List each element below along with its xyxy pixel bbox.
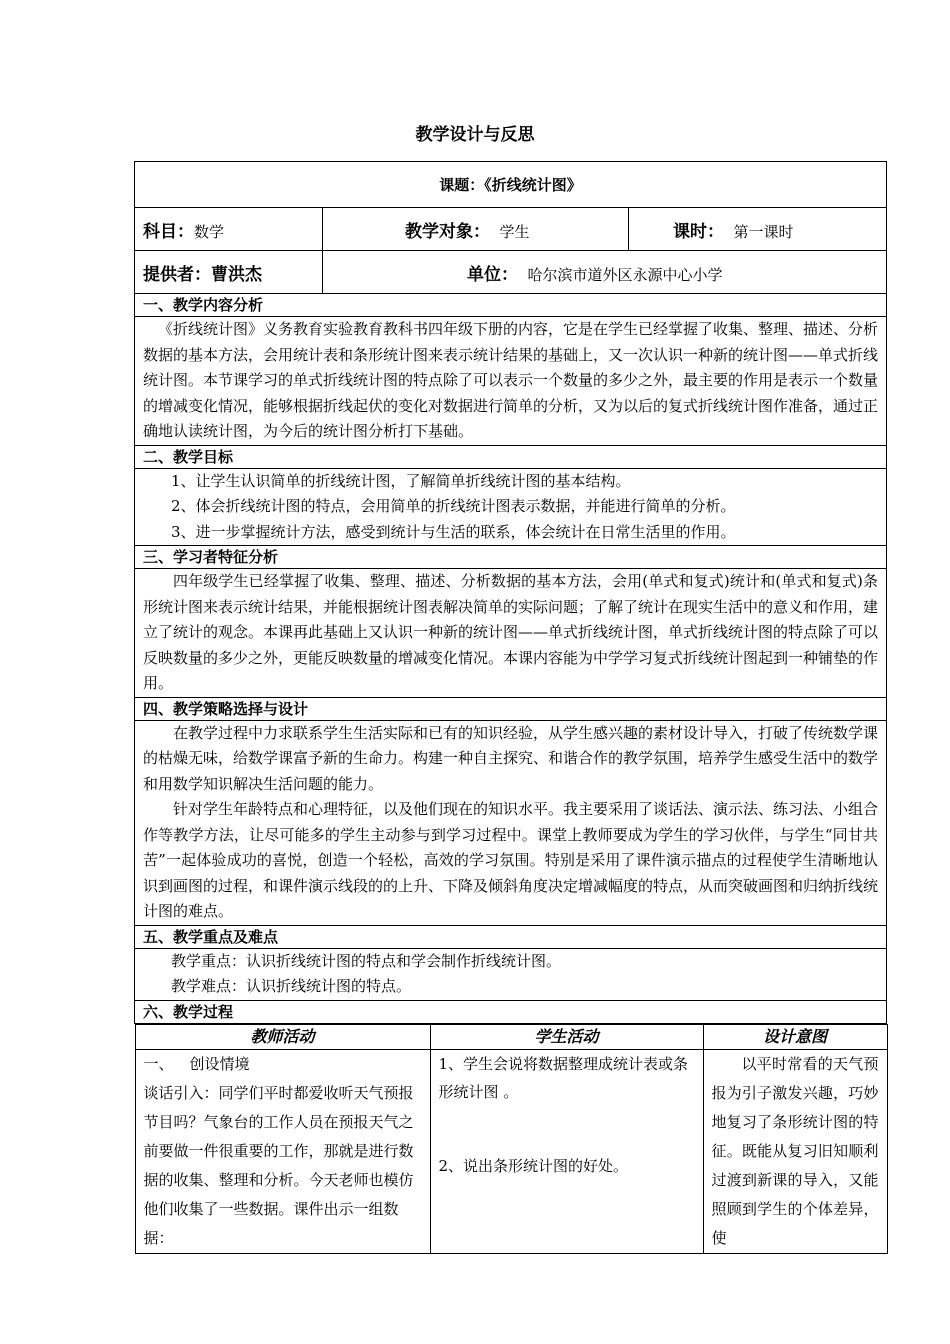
section-5-body bbox=[135, 948, 887, 1000]
section-3-header bbox=[135, 546, 887, 569]
section-1-body bbox=[135, 317, 887, 446]
section-4-body bbox=[135, 720, 887, 925]
subject-cell bbox=[135, 208, 323, 251]
section-4-title: 四、教学策略选择与设计 bbox=[135, 697, 887, 720]
section-1-title: 一、教学内容分析 bbox=[135, 294, 887, 317]
audience-label: 教学对象： bbox=[405, 221, 490, 242]
section-1-header bbox=[135, 294, 887, 317]
design-intent-cell bbox=[703, 1049, 887, 1253]
section-6-title: 六、教学过程 bbox=[135, 1000, 887, 1023]
design-intent-text: 以平时常看的天气预报为引子激发兴趣，巧妙地复习了条形统计图的特征。既能从复习旧知顺利过渡到新课的导入，又能照顾到学生的个体差异，使 bbox=[711, 1054, 879, 1247]
content-analysis-text: 《折线统计图》义务教育实验教育教科书四年级下册的内容，它是在学生已经掌握了收集、整理、描述、分析数据的基本方法，会用统计表和条形统计图来表示统计结果的基础上，又一次认识一种新的统计图——单式折线统计图。本节课学习的单式折线统计图的特点除了可以表示一个数量的多少之外，最主要的作用是表示一个数量的增减变化情况，能够根据折线起伏的变化对数据进行简单的分析，又为以后的复式折线统计图作准备，通过正确地认读统计图，为今后的统计图分析打下基础。 bbox=[143, 320, 879, 440]
process-table bbox=[135, 1024, 888, 1254]
period-cell bbox=[629, 208, 887, 251]
key-point: 教学重点：认识折线统计图的特点和学会制作折线统计图。 bbox=[171, 951, 562, 970]
subject-label: 科目： bbox=[143, 221, 194, 242]
section-2-title: 二、教学目标 bbox=[135, 445, 887, 468]
lesson-plan-table bbox=[134, 161, 887, 1254]
teacher-activity-text: 谈话引入：同学们平时都爱收听天气预报节目吗？气象台的工作人员在预报天气之前要做一件很重要的工作，那就是进行数据的收集、整理和分析。今天老师也模仿他们收集了一些数据。课件出示一组数据： bbox=[143, 1083, 414, 1247]
unit-label: 单位： bbox=[467, 264, 518, 285]
info-row-2 bbox=[135, 251, 887, 294]
goal-item: 3、进一步掌握统计方法，感受到统计与生活的联系，体会统计在日常生活里的作用。 bbox=[171, 522, 736, 541]
audience-cell bbox=[323, 208, 629, 251]
section-5-header bbox=[135, 925, 887, 948]
teacher-activity-cell bbox=[135, 1049, 430, 1253]
learner-analysis-text: 四年级学生已经掌握了收集、整理、描述、分析数据的基本方法，会用(单式和复式)统计和(单式和复式)条形统计图来表示统计结果，并能根据统计图表解决简单的实际问题；了解了统计在现实生活中的意义和作用，建立了统计的观念。本课再此基础上又认识一种新的统计图——单式折线统计图，单式折线统计图的特点除了可以反映数量的多少之外，更能反映数量的增减变化情况。本课内容能为中学学习复式折线统计图起到一种铺垫的作用。 bbox=[143, 572, 879, 692]
step-name: 创设情境 bbox=[189, 1054, 250, 1073]
step-heading bbox=[144, 1050, 422, 1079]
section-4-header bbox=[135, 697, 887, 720]
section-3-title: 三、学习者特征分析 bbox=[135, 546, 887, 569]
period-label: 课时： bbox=[673, 221, 724, 242]
info-row-1 bbox=[135, 208, 887, 251]
period-value: 第一课时 bbox=[733, 222, 794, 241]
section-2-body bbox=[135, 468, 887, 546]
col-design-header: 设计意图 bbox=[703, 1024, 887, 1049]
strategy-paragraph-2: 针对学生年龄特点和心理特征，以及他们现在的知识水平。我主要采用了谈话法、演示法、练习法、小组合作等教学方法，让尽可能多的学生主动参与到学习过程中。课堂上教师要成为学生的学习伙伴，与学生“同甘共苦”一起体验成功的喜悦，创造一个轻松，高效的学习氛围。特别是采用了课件演示描点的过程使学生清晰地认识到画图的过程，和课件演示线段的的上升、下降及倾斜角度决定增减幅度的特点，从而突破画图和归纳折线统计图的难点。 bbox=[143, 800, 879, 920]
step-number: 一、 bbox=[143, 1054, 174, 1073]
process-step-row bbox=[135, 1049, 887, 1253]
section-6-header bbox=[135, 1000, 887, 1023]
col-student-header: 学生活动 bbox=[430, 1024, 703, 1049]
student-activity-item: 1、学生会说将数据整理成统计表或条形统计图 。 bbox=[438, 1054, 689, 1101]
provider-cell bbox=[135, 251, 323, 294]
student-activity-cell bbox=[430, 1049, 703, 1253]
provider-value: 曹洪杰 bbox=[211, 264, 262, 285]
provider-label: 提供者： bbox=[143, 264, 211, 285]
section-2-header bbox=[135, 445, 887, 468]
difficult-point: 教学难点：认识折线统计图的特点。 bbox=[171, 977, 412, 995]
unit-cell bbox=[323, 251, 887, 294]
topic-row bbox=[135, 162, 887, 208]
process-row bbox=[135, 1023, 887, 1254]
student-activity-item: 2、说出条形统计图的好处。 bbox=[438, 1156, 629, 1175]
unit-value: 哈尔滨市道外区永源中心小学 bbox=[527, 265, 723, 284]
audience-value: 学生 bbox=[499, 222, 530, 241]
section-5-title: 五、教学重点及难点 bbox=[135, 925, 887, 948]
page-title: 教学设计与反思 bbox=[415, 125, 535, 145]
subject-value: 数学 bbox=[194, 222, 225, 241]
strategy-paragraph-1: 在教学过程中力求联系学生生活实际和已有的知识经验，从学生感兴趣的素材设计导入，打破了传统数学课的枯燥无味，给数学课富予新的生命力。构建一种自主探究、和谐合作的教学氛围，培养学生感受生活中的数学和用数学知识解决生活问题的能力。 bbox=[143, 723, 879, 793]
goal-item: 2、体会折线统计图的特点，会用简单的折线统计图表示数据，并能进行简单的分析。 bbox=[171, 497, 736, 515]
process-header-row bbox=[135, 1024, 887, 1049]
col-teacher-header: 教师活动 bbox=[135, 1024, 430, 1049]
topic-cell: 课题：《折线统计图》 bbox=[135, 162, 887, 208]
section-3-body bbox=[135, 569, 887, 698]
goal-item: 1、让学生认识简单的折线统计图，了解简单折线统计图的基本结构。 bbox=[171, 471, 631, 490]
